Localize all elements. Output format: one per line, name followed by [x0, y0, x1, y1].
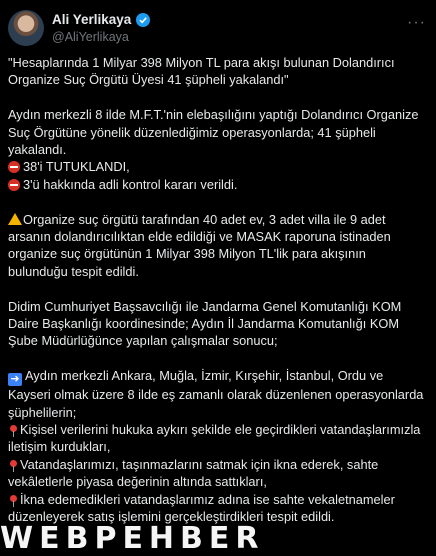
author-handle[interactable]: @AliYerlikaya [52, 30, 129, 44]
author-name[interactable]: Ali Yerlikaya [52, 12, 132, 27]
verified-badge-icon [136, 13, 150, 27]
post-headline: "Hesaplarında 1 Milyar 398 Milyon TL para akışı bulunan Dolandırıcı Organize Suç Örgütü Üyesi 41 şüpheli yakalandı" [8, 55, 399, 88]
avatar[interactable] [8, 10, 44, 46]
bullet-text-2: Vatandaşlarımızı, taşınmazlarını satmak için ikna ederek, sahte vekâletlerle piyasa değerinin altında sattıkları, [8, 456, 382, 490]
bullet-text-3: İkna edemedikleri vatandaşlarımız adına ise sahte vekaletnameler düzenleyerek satış işlemini gerçekleştirdikleri tespit edildi. [8, 491, 399, 525]
post-content [8, 54, 428, 526]
warning-icon [8, 213, 22, 225]
bullet-1 [8, 421, 428, 456]
result-text-2: 3'ü hakkında adli kontrol kararı verildi. [23, 176, 238, 192]
pin-icon [10, 460, 17, 467]
operation-paragraph [8, 367, 428, 421]
result-line-2 [8, 176, 428, 193]
author-name-row[interactable] [52, 12, 150, 27]
arrow-right-icon: ➜ [8, 373, 22, 386]
watermark: WEBPEHBER [0, 521, 265, 556]
post-intro: Aydın merkezli 8 ilde M.F.T.'nin elebaşılığını yaptığı Dolandırıcı Organize Suç Örgütüne yönelik düzenlediğimiz operasyonlarda; 41 şüpheli yakalandı. [8, 107, 423, 158]
pin-icon [10, 495, 17, 502]
warning-paragraph [8, 211, 428, 281]
coordination-paragraph: Didim Cumhuriyet Başsavcılığı ile Jandarma Genel Komutanlığı KOM Daire Başkanlığı koordinesinde; Aydın İl Jandarma Komutanlığı KOM Şube Müdürlüğünce yapılan çalışmalar sonucu; [8, 298, 405, 349]
result-text-1: 38'i TUTUKLANDI, [23, 159, 130, 175]
warning-text: Organize suç örgütü tarafından 40 adet ev, 3 adet villa ile 9 adet arsanın dolandırıcılıktan elde edildiği ve MASAK raporuna istinaden organize suç örgütünün 1 Milyar 398 Milyon TL'lik para akışının bulunduğu tespit edildi. [8, 211, 395, 279]
pin-icon [10, 425, 17, 432]
result-line-1 [8, 158, 428, 175]
bullet-text-1: Kişisel verilerini hukuka aykırı şekilde ele geçirdikleri vatandaşlarımızla iletişim kurdukları, [8, 422, 424, 455]
operation-text: Aydın merkezli Ankara, Muğla, İzmir, Kırşehir, İstanbul, Ordu ve Kayseri olmak üzere 8 ilde eş zamanlı olarak düzenlenen operasyonlarda şüphelilerin; [8, 368, 427, 420]
bullet-2 [8, 456, 428, 491]
more-options-icon[interactable]: ··· [407, 14, 426, 31]
no-entry-icon [8, 161, 20, 173]
no-entry-icon [8, 179, 20, 191]
post-header [8, 8, 428, 48]
